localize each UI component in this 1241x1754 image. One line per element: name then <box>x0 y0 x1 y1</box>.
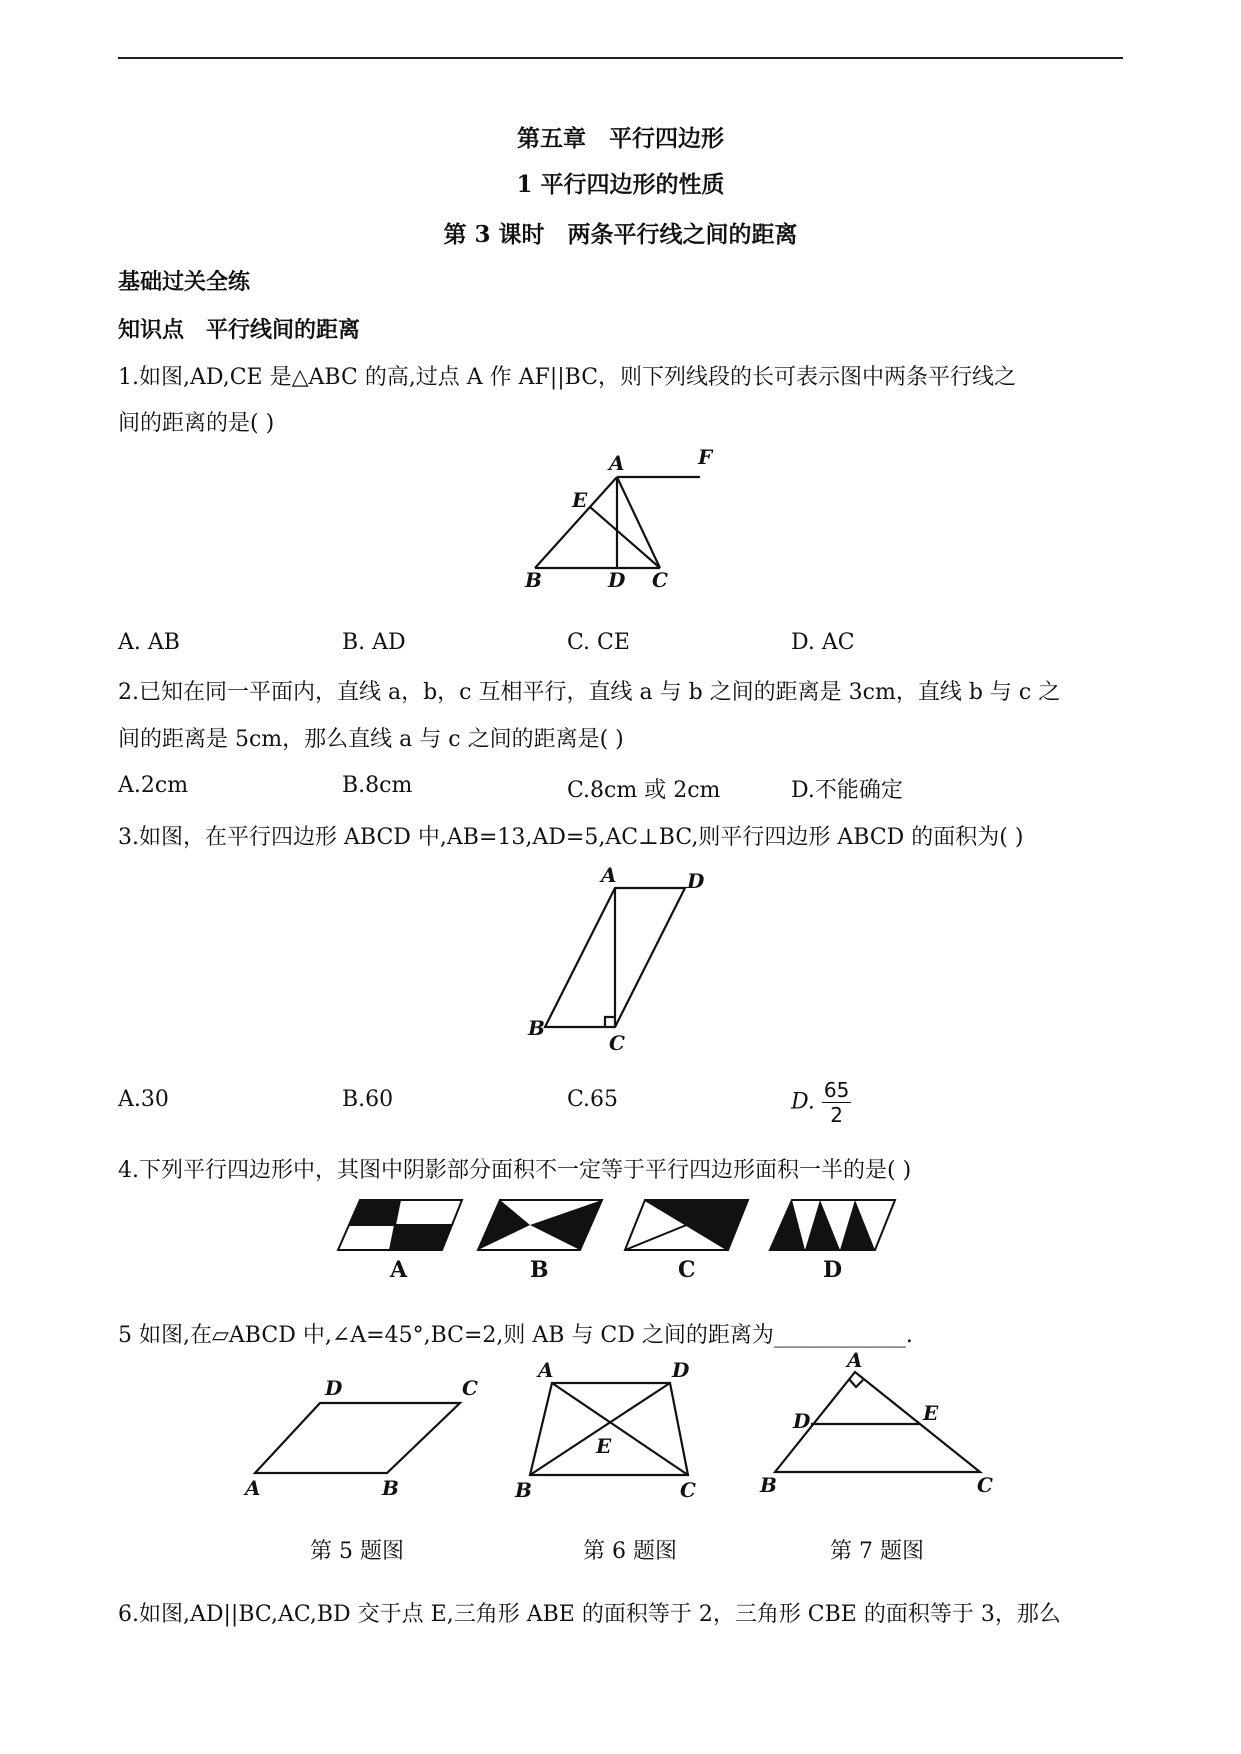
q4-label-d: D <box>823 1257 843 1283</box>
q3-option-d-numerator: 65 <box>823 1078 850 1102</box>
q1-label-a: A <box>609 451 625 475</box>
fig7-diagram <box>755 1350 1005 1510</box>
q2-option-a: A.2cm <box>118 773 189 798</box>
chapter-title: 第五章 平行四边形 <box>517 125 724 152</box>
lesson-title: 第 3 课时 两条平行线之间的距离 <box>443 221 798 248</box>
q3-option-d-fraction <box>822 1078 851 1127</box>
q1-label-e: E <box>572 488 588 512</box>
fig5-diagram <box>240 1365 490 1505</box>
q1-label-f: F <box>698 445 713 469</box>
q4-figure <box>330 1195 910 1285</box>
q2-option-c: C.8cm 或 2cm <box>567 778 721 803</box>
fig5-caption: 第 5 题图 <box>310 1539 404 1564</box>
fig6-label-d: D <box>672 1358 690 1382</box>
q4-label-b: B <box>530 1257 549 1283</box>
q2-text-line2: 间的距离是 5cm，那么直线 a 与 c 之间的距离是( ) <box>118 727 624 752</box>
q1-text-line1: 1.如图,AD,CE 是△ABC 的高,过点 A 作 AF||BC，则下列线段的长可表示图中两条平行线之 <box>118 365 1017 390</box>
fig7-label-d: D <box>793 1409 811 1433</box>
q1-label-b: B <box>525 568 542 592</box>
q1-label-d: D <box>608 568 626 592</box>
q3-label-a: A <box>601 863 617 887</box>
fig5-label-b: B <box>382 1476 399 1500</box>
fig6-caption: 第 6 题图 <box>583 1539 677 1564</box>
fig7-label-a: A <box>847 1350 863 1372</box>
q1-label-c: C <box>652 568 668 592</box>
q5-text-line1: 5 如图,在▱ABCD 中,∠A=45°,BC=2,则 AB 与 CD 之间的距离为____________. <box>118 1323 913 1348</box>
knowledge-point: 知识点 平行线间的距离 <box>118 317 361 343</box>
q3-label-b: B <box>528 1016 545 1040</box>
q1-text-line2: 间的距离的是( ) <box>118 411 275 436</box>
q4-label-c: C <box>678 1257 696 1283</box>
fig5-label-d: D <box>325 1376 343 1400</box>
q6-text-line1: 6.如图,AD||BC,AC,BD 交于点 E,三角形 ABE 的面积等于 2，三角形 CBE 的面积等于 3，那么 <box>118 1602 1061 1627</box>
fig7-label-b: B <box>760 1473 777 1497</box>
q3-option-d <box>791 1078 851 1127</box>
fig6-label-c: C <box>680 1478 696 1502</box>
q1-option-c: C. CE <box>567 630 630 655</box>
q1-option-b: B. AD <box>342 630 406 655</box>
q3-label-c: C <box>609 1031 625 1055</box>
q2-option-b: B.8cm <box>342 773 413 798</box>
q1-option-a: A. AB <box>118 630 180 655</box>
fig7-caption: 第 7 题图 <box>830 1539 924 1564</box>
q1-option-d: D. AC <box>791 630 855 655</box>
fig7-label-c: C <box>977 1473 993 1497</box>
q3-label-d: D <box>687 869 705 893</box>
fig5-label-a: A <box>245 1476 261 1500</box>
section-title: 1 平行四边形的性质 <box>516 171 725 198</box>
top-rule <box>118 57 1123 59</box>
q3-option-d-denominator: 2 <box>830 1103 843 1127</box>
q3-option-b: B.60 <box>342 1087 394 1112</box>
q3-option-d-prefix: D. <box>791 1089 815 1115</box>
q3-figure <box>525 860 725 1055</box>
q1-figure <box>520 445 720 595</box>
fig6-diagram <box>510 1355 720 1510</box>
q3-option-c: C.65 <box>567 1087 619 1112</box>
fig6-label-a: A <box>538 1358 554 1382</box>
q3-option-a: A.30 <box>118 1087 169 1112</box>
q4-text-line1: 4.下列平行四边形中，其图中阴影部分面积不一定等于平行四边形面积一半的是( ) <box>118 1158 912 1183</box>
q3-text-line1: 3.如图，在平行四边形 ABCD 中,AB=13,AD=5,AC⊥BC,则平行四边形 ABCD 的面积为( ) <box>118 825 1024 850</box>
q2-text-line1: 2.已知在同一平面内，直线 a，b，c 互相平行，直线 a 与 b 之间的距离是 3cm，直线 b 与 c 之 <box>118 680 1061 705</box>
fig6-label-e: E <box>596 1434 612 1458</box>
fig6-label-b: B <box>515 1478 532 1502</box>
fig7-label-e: E <box>923 1401 939 1425</box>
q4-label-a: A <box>390 1257 408 1283</box>
q2-option-d: D.不能确定 <box>791 778 903 803</box>
practice-title: 基础过关全练 <box>118 269 251 295</box>
fig5-label-c: C <box>462 1376 478 1400</box>
